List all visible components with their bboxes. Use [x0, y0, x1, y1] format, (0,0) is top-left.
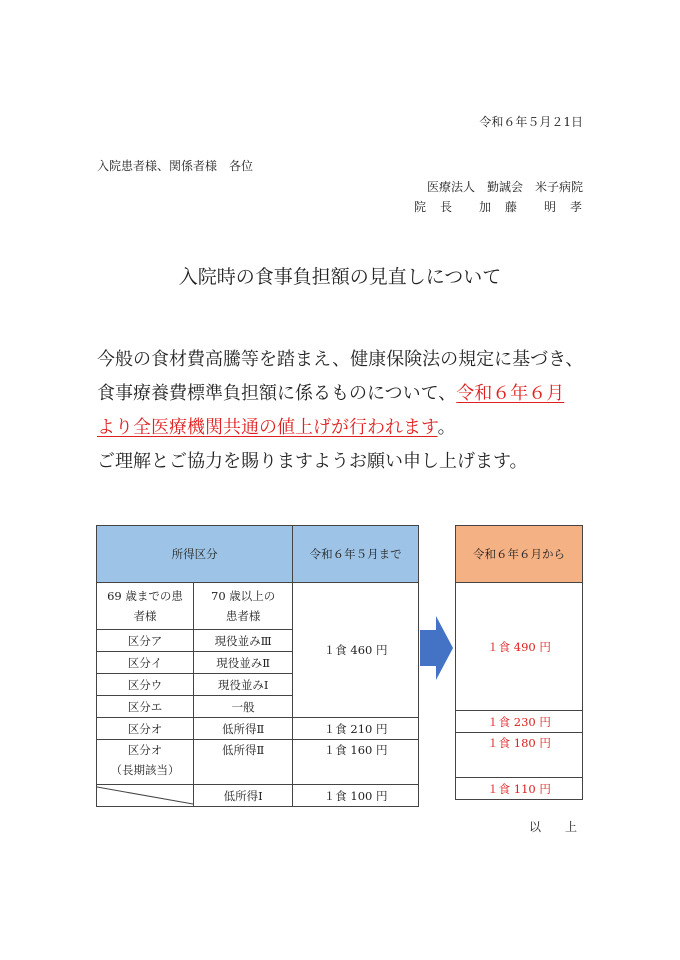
closing-mark: 以 上 — [528, 820, 583, 834]
row-o-long-over70: 低所得Ⅱ — [194, 740, 293, 785]
notice-body — [97, 343, 597, 479]
body-line-3-highlight: より全医療機関共通の値上げが行われます — [97, 417, 438, 438]
diagonal-line — [97, 785, 193, 806]
body-line-3-end: 。 — [437, 417, 456, 438]
row-o-over70: 低所得Ⅱ — [194, 718, 293, 740]
row-low1-over70: 低所得Ⅰ — [194, 785, 293, 807]
row-o-before-price: １食 210 円 — [293, 718, 419, 740]
row-low1-after-price: １食 110 円 — [456, 778, 583, 800]
group1-before-price: １食 460 円 — [293, 583, 419, 718]
director-name: 加 藤 明 孝 — [478, 200, 583, 214]
col-over70-label — [194, 583, 293, 630]
row-a-over70: 現役並みⅢ — [194, 630, 293, 652]
body-line-2-text: 食事療養費標準負担額に係るものについて、 — [97, 383, 457, 404]
right-arrow-icon — [420, 616, 454, 680]
body-line-3 — [97, 411, 597, 445]
header-after: 令和６年６月から — [456, 526, 583, 583]
fee-table-after — [455, 525, 583, 800]
row-o-long-under69 — [97, 740, 194, 785]
row-e-under69: 区分エ — [97, 696, 194, 718]
row-o-after-price: １食 230 円 — [456, 711, 583, 733]
row-u-under69: 区分ウ — [97, 674, 194, 696]
document-date: 令和６年５月２1日 — [479, 115, 583, 129]
page-title: 入院時の食事負担額の見直しについて — [178, 266, 502, 288]
row-a-under69: 区分ア — [97, 630, 194, 652]
header-income-category: 所得区分 — [97, 526, 293, 583]
organization-name: 医療法人 勤誠会 米子病院 — [426, 180, 583, 194]
director-line — [404, 198, 583, 215]
row-o-long-before-price: １食 160 円 — [293, 740, 419, 785]
body-line-2 — [97, 377, 597, 411]
row-o-long-line1: 区分オ — [127, 743, 163, 757]
col-over70-text: 70 歳以上の患者様 — [211, 589, 276, 623]
row-u-over70: 現役並みⅠ — [194, 674, 293, 696]
group1-after-price: １食 490 円 — [456, 583, 583, 711]
body-line-4: ご理解とご協力を賜りますようお願い申し上げます。 — [97, 451, 528, 472]
fee-table-before — [96, 525, 419, 807]
body-line-2-highlight: 令和６年６月 — [456, 383, 565, 404]
director-title: 院 長 — [413, 200, 453, 214]
row-i-under69: 区分イ — [97, 652, 194, 674]
row-low1-before-price: １食 100 円 — [293, 785, 419, 807]
header-before: 令和６年５月まで — [293, 526, 419, 583]
body-line-1: 今般の食材費高騰等を踏まえ、健康保険法の規定に基づき、 — [97, 349, 584, 370]
col-under69-text: 69 歳までの患者様 — [107, 589, 183, 623]
diagonal-empty-cell — [97, 785, 194, 807]
row-e-over70: 一般 — [194, 696, 293, 718]
row-o-long-after-price: １食 180 円 — [456, 733, 583, 778]
addressee: 入院患者様、関係者様 各位 — [97, 159, 254, 173]
row-o-under69: 区分オ — [97, 718, 194, 740]
col-under69-label — [97, 583, 194, 630]
row-o-long-line2: （長期該当） — [110, 763, 180, 777]
row-i-over70: 現役並みⅡ — [194, 652, 293, 674]
